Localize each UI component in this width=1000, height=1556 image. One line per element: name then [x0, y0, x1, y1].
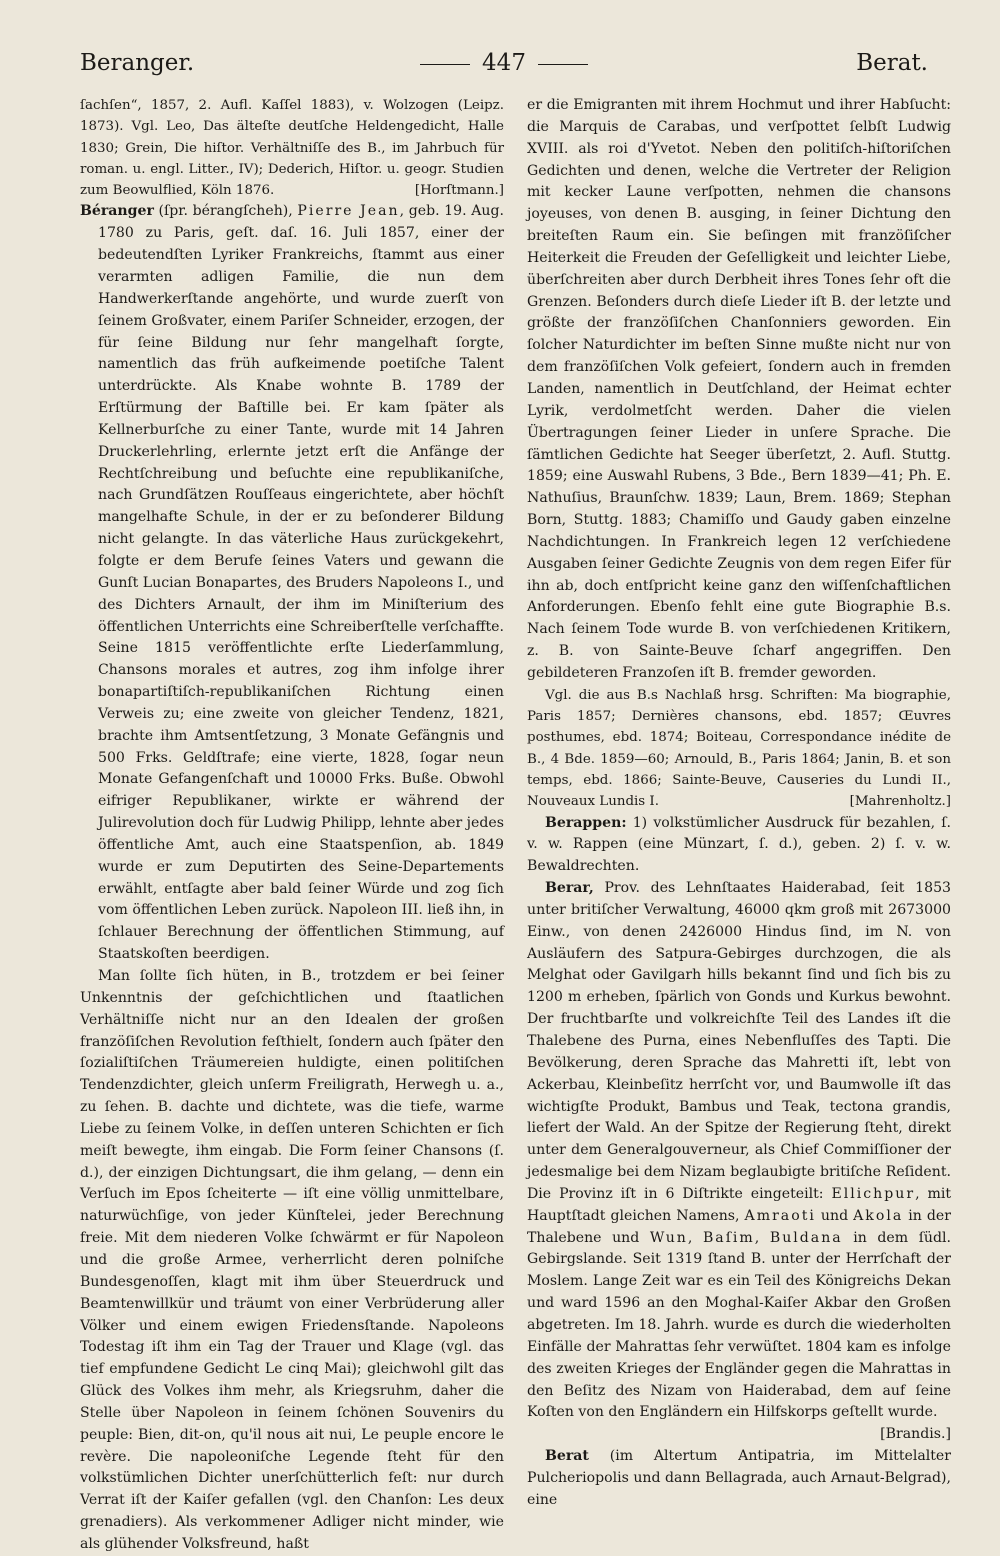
bibliography-beowulf [80, 95, 504, 201]
entry-name: Pierre Jean [297, 203, 400, 220]
bibliography-beranger [527, 685, 951, 813]
district-name: Buldana [769, 1229, 843, 1246]
entry-beranger [80, 201, 504, 966]
entry-text: , [687, 1229, 703, 1246]
district-name: Wun [649, 1229, 688, 1246]
district-name: Ellichpur [831, 1185, 916, 1202]
entry-text: Prov. des Lehnſtaates Haiderabad, ſeit 1853 unter britiſcher Verwaltung, 46000 qkm groß mit 2673000 Einw., von denen 2426000 Hindus ſind, im N. von Ausläufern des Satpura-Gebirges durchzogen, die als Melghat oder Gavilgarh hills bekannt ſind und ſich bis zu 1200 m erheben, ſpärlich von Gonds und Kurkus bewohnt. Der fruchtbarſte und volkreichſte Teil des Landes iſt die Thalebene des Purna, eines Nebenfluſſes des Tapti. Die Bevölkerung, deren Sprache das Mahretti iſt, lebt von Ackerbau, Kleinbeſitz herrſcht vor, und Baumwolle iſt das wichtigſte Produkt, Bambus und Teak, tectona grandis, liefert der Wald. An der Spitze der Regierung ſteht, direkt unter dem Generalgouverneur, als Chief Commiſſioner der jedesmalige bei dem Nizam beglaubigte britiſche Reſident. Die Provinz iſt in 6 Diſtrikte eingeteilt: [527, 880, 951, 1202]
entry-text: in dem ſüdl. Gebirgslande. Seit 1319 ſtand B. unter der Herrſchaft der Moslem. Lange Zeit war es ein Teil des Königreichs Dekan und ward 1596 an den Moghal-Kaiſer Akbar den Großen abgetreten. Im 18. Jahrh. wurde es durch die wiederholten Einfälle der Mahrattas ſehr verwüſtet. 1804 kam es infolge des zweiten Krieges der Engländer gegen die Mahrattas in den Beſitz des Nizam von Haiderabad, dem auf ſeine Koſten von den Engländern ein Hilfskorps geſtellt wurde. [527, 1229, 951, 1421]
page-number: 447 [482, 50, 526, 76]
entry-headword: Berar, [545, 880, 594, 897]
page-header [80, 50, 928, 90]
entry-berar [527, 878, 952, 1443]
entry-text: in der Thalebene und [527, 1207, 952, 1246]
entry-berappen [527, 813, 951, 879]
running-head-left: Beranger. [80, 50, 195, 76]
author-signature: [Brandis.] [880, 1426, 951, 1443]
entry-text: 1) volkstümlicher Ausdruck für bezahlen, ſ. v. w. Rappen (eine Münzart, ſ. d.), geben. 2) ſ. v. w. Bewaldrechten. [527, 814, 951, 875]
entry-text: (ſpr. bérangſcheh), [153, 203, 298, 220]
entry-paragraph: er die Emigranten mit ihrem Hochmut und ihrer Habſucht: die Marquis de Carabas, und verſpottet ſelbſt Ludwig XVIII. als roi d'Yvetot. Neben den politiſch-hiſtoriſchen Gedichten und denen, welche die Vertreter der Religion mit kecker Laune verſpotten, nehmen die chansons joyeuses, von denen B. ausging, in ſeiner Dichtung den breiteſten Raum ein. Sie beſingen mit franzöſiſcher Heiterkeit die Freuden der Geſelligkeit und leichter Liebe, überſchreiten aber durch Derbheit ihres Tones ſehr oft die Grenzen. Beſonders durch dieſe Lieder iſt B. der letzte und größte der franzöſiſchen Chanſonniers geworden. Ein ſolcher Naturdichter im beſten Sinne mußte nicht nur von dem franzöſiſchen Volk gefeiert, ſondern auch in fremden Landen, namentlich in Deutſchland, der Heimat echter Lyrik, verdolmetſcht werden. Daher die vielen Übertragungen ſeiner Lieder in unſere Sprache. Die ſämtlichen Gedichte hat Seeger überſetzt, 2. Aufl. Stuttg. 1859; eine Auswahl Rubens, 3 Bde., Bern 1839—41; Ph. E. Nathuſius, Braunſchw. 1839; Laun, Brem. 1869; Stephan Born, Stuttg. 1883; Chamiſſo und Gaudy gaben einzelne Nachdichtungen. In Frankreich legen 12 verſchiedene Ausgaben ſeiner Gedichte Zeugnis von dem regen Eifer für ihn ab, doch entſpricht keine ganz den wiſſenſchaftlichen Anforderungen. Ebenſo fehlt eine gute Biographie B.s. Nach ſeinem Tode wurde B. von verſchiedenen Kritikern, z. B. von Sainte-Beuve ſcharf angegriffen. Den gebildeteren Franzoſen iſt B. fremder geworden. [527, 97, 951, 681]
district-name: Amraoti [744, 1207, 816, 1224]
left-column [80, 95, 504, 1552]
entry-text: , [754, 1229, 770, 1246]
entry-text: , mit Hauptſtadt gleichen Namens, [527, 1185, 952, 1224]
entry-headword: Béranger [80, 203, 154, 220]
author-signature: [Horſtmann.] [414, 183, 504, 199]
entry-paragraph: Man ſollte ſich hüten, in B., trotzdem er bei ſeiner Unkenntnis der geſchichtlichen und ſtaatlichen Verhältniſſe nicht nur an den Idealen der großen franzöſiſchen Revolution feſthielt, ſondern auch ſpäter den ſozialiſtiſchen Träumereien huldigte, einen politiſchen Tendenzdichter, gleich unſerm Freiligrath, Herwegh u. a., zu ſehen. B. dachte und dichtete, was die tiefe, warme Liebe zu ſeinem Volke, in deſſen unteren Schichten er ſich meiſt bewegte, ihm eingab. Die Form ſeiner Chansons (ſ. d.), der einzigen Dichtungsart, die ihm gelang, — denn ein Verſuch im Epos ſcheiterte — iſt eine völlig unmittelbare, naturwüchſige, von jeder Künſtelei, jeder Berechnung freie. Mit dem niederen Volke ſchwärmt er für Napoleon und die große Armee, verherrlicht deren polniſche Bundesgenoſſen, klagt mit ihm über Steuerdruck und Beamtenwillkür und träumt von einer Verbrüderung aller Völker und einem ewigen Friedensſtande. Napoleons Todestag iſt ihm ein Tag der Trauer und Klage (vgl. das tief empfundene Gedicht Le cinq Mai); gleichwohl gilt das Glück des Volkes ihm mehr, als Kriegsruhm, daher die Stelle über Napoleon in ſeinem ſchönen Souvenirs du peuple: Bien, dit-on, qu'il nous ait nui, Le peuple encore le revère. Die napoleoniſche Legende ſteht für den volkstümlichen Dichter unerſchütterlich feſt: nur durch Verrat iſt der Kaiſer gefallen (vgl. den Chanſon: Les deux grenadiers). Als verkommener Adliger nicht minder, wie als glühender Volksfreund, haßt [80, 968, 504, 1552]
district-name: Baſim [702, 1229, 755, 1246]
entry-text: und [815, 1207, 854, 1224]
entry-headword: Berappen: [545, 814, 627, 831]
bibliography-beowulf-text: ſachſen“, 1857, 2. Aufl. Kaſſel 1883), v. Wolzogen (Leipz. 1873). Vgl. Leo, Das älteſte deutſche Heldengedicht, Halle 1830; Grein, Die hiſtor. Verhältniſſe des B., im Jahrbuch für roman. u. engl. Litter., IV); Dederich, Hiſtor. u. geogr. Studien zum Beowulflied, Köln 1876. [80, 98, 504, 199]
entry-text: (im Altertum Antipatria, im Mittelalter Pulcheriopolis und dann Bellagrada, auch Arnaut-Belgrad), eine [527, 1448, 951, 1508]
running-head-right: Berat. [856, 50, 928, 76]
dash-right [538, 64, 588, 65]
bibliography-beranger-text: Vgl. die aus B.s Nachlaß hrsg. Schriften: Ma biographie, Paris 1857; Dernières chansons, ebd. 1857; Œuvres posthumes, ebd. 1874; Boiteau, Correspondance inédite de B., 4 Bde. 1859—60; Arnould, B., Paris 1864; Janin, B. et son temps, ebd. 1866; Sainte-Beuve, Causeries du Lundi II., Nouveaux Lundis I. [527, 687, 951, 810]
district-name: Akola [853, 1207, 904, 1224]
entry-text: , geb. 19. Aug. 1780 zu Paris, geſt. daſ. 16. Juli 1857, einer der bedeutendſten Lyriker Frankreichs, ſtammt aus einer verarmten adligen Familie, die nun dem Handwerkerſtande angehörte, und wurde zuerſt von ſeinem Großvater, einem Pariſer Schneider, erzogen, der für ſeine Bildung nur ſehr mangelhaft ſorgte, namentlich das früh aufkeimende poetiſche Talent unterdrückte. Als Knabe wohnte B. 1789 der Erſtürmung der Baſtille bei. Er kam ſpäter als Kellnerburſche zu einer Tante, wurde mit 14 Jahren Druckerlehrling, erlernte jetzt erſt die Anfänge der Rechtſchreibung und beſuchte eine republikaniſche, nach Grundſätzen Rouſſeaus eingerichtete, aber höchſt mangelhafte Schule, in der er zu beſonderer Bildung nicht gelangte. In das väterliche Haus zurückgekehrt, folgte er dem Berufe ſeines Vaters und gewann die Gunſt Lucian Bonapartes, des Bruders Napoleons I., und des Dichters Arnault, der ihm im Miniſterium des öffentlichen Unterrichts eine Schreiberſtelle verſchaffte. Seine 1815 veröffentlichte erſte Liederſammlung, Chansons morales et autres, zog ihm infolge ihrer bonapartiſtiſch-republikaniſchen Richtung einen Verweis zu; eine zweite von gleicher Tendenz, 1821, brachte ihm Amtsentſetzung, 3 Monate Gefängnis und 500 Frks. Geldſtrafe; eine vierte, 1828, ſogar neun Monate Gefangenſchaft und 10000 Frks. Buße. Obwohl eifriger Republikaner, wirkte er während der Julirevolution doch für Ludwig Philipp, lehnte aber jedes öffentliche Amt, auch eine Staatspenſion, ab. 1849 wurde er zum Deputirten des Seine-Departements erwählt, entſagte aber bald ſeiner Würde und zog ſich vom öffentlichen Leben zurück. Napoleon III. ließ ihn, in ſchlauer Berechnung der öffentlichen Stimmung, auf Staatskoſten beerdigen. [98, 203, 504, 963]
entry-headword: Berat [545, 1448, 589, 1465]
right-column [527, 95, 952, 1508]
page-number-block [80, 50, 928, 76]
dash-left [420, 64, 470, 65]
entry-berat [527, 1446, 951, 1512]
author-signature: [Mahrenholtz.] [849, 794, 951, 810]
